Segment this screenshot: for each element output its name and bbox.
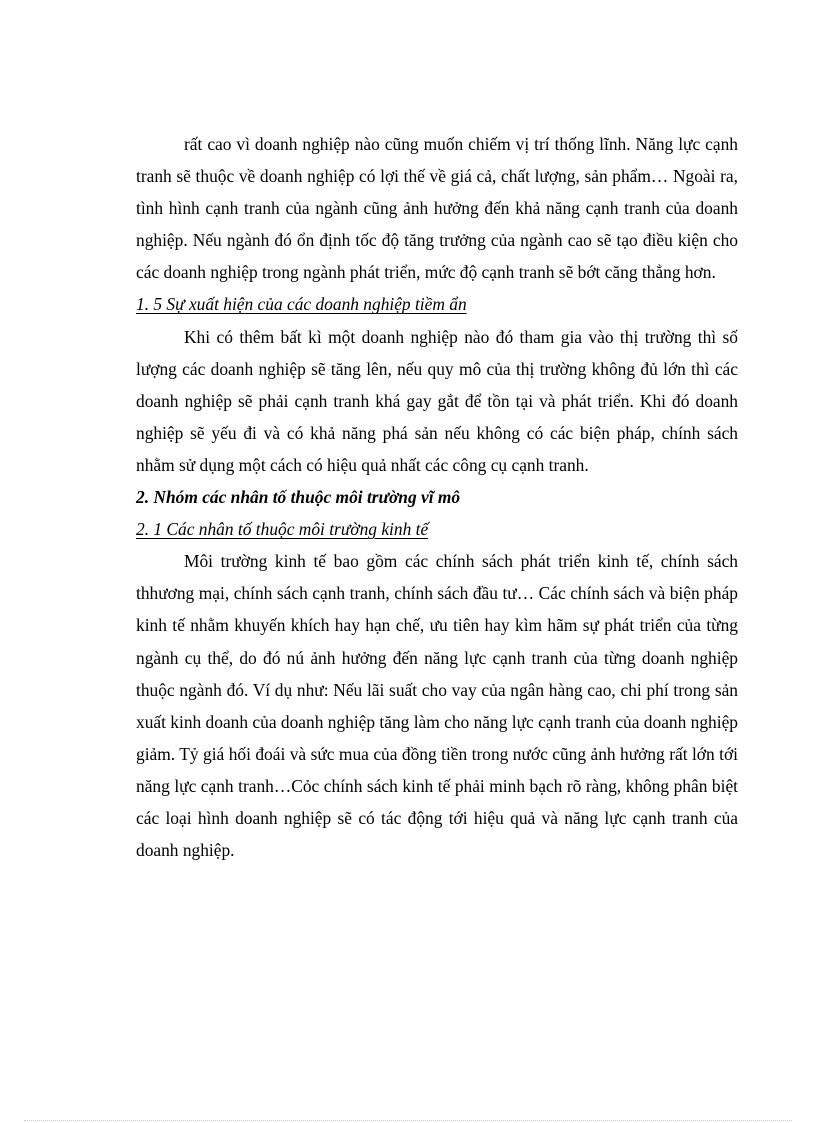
document-page xyxy=(136,128,738,866)
paragraph-1-5: Khi có thêm bất kì một doanh nghiệp nào đó tham gia vào thị trường thì số lượng các doanh nghiệp sẽ tăng lên, nếu quy mô của thị trường không đủ lớn thì các doanh nghiệp sẽ phải cạnh tranh khá gay gắt để tồn tại và phát triển. Khi đó doanh nghiệp sẽ yếu đi và có khả năng phá sản nếu không có các biện pháp, chính sách nhằm sử dụng một cách có hiệu quả nhất các công cụ cạnh tranh. xyxy=(136,326,738,475)
page-bottom-divider xyxy=(24,1120,792,1121)
heading-2: 2. Nhóm các nhân tố thuộc môi trường vĩ mô xyxy=(136,487,461,508)
paragraph-2-1: Môi trường kinh tế bao gồm các chính sách phát triển kinh tế, chính sách thhương mại, chính sách cạnh tranh, chính sách đầu tư… Các chính sách và biện pháp kinh tế nhằm khuyến khích hay hạn chế, ưu tiên hay kìm hãm sự phát triển của từng ngành cụ thể, do đó nú ảnh hưởng đến năng lực cạnh tranh của từng doanh nghiệp thuộc ngành đó. Ví dụ như: Nếu lãi suất cho vay của ngân hàng cao, chi phí trong sản xuất kinh doanh của doanh nghiệp tăng làm cho năng lực cạnh tranh của doanh nghiệp giảm. Tỷ giá hối đoái và sức mua của đồng tiền trong nước cũng ảnh hưởng rất lớn tới năng lực cạnh tranh…Cỏc chính sách kinh tế phải minh bạch rõ ràng, không phân biệt các loại hình doanh nghiệp sẽ có tác động tới hiệu quả và năng lực cạnh tranh của doanh nghiệp. xyxy=(136,551,738,861)
subheading-2-1: 2. 1 Các nhân tố thuộc môi trường kinh tế xyxy=(136,519,429,540)
subheading-1-5: 1. 5 Sự xuất hiện của các doanh nghiệp tiềm ẩn xyxy=(136,294,467,315)
paragraph-continuation: rất cao vì doanh nghiệp nào cũng muốn chiếm vị trí thống lĩnh. Năng lực cạnh tranh sẽ thuộc về doanh nghiệp có lợi thế về giá cả, chất lượng, sản phẩm… Ngoài ra, tình hình cạnh tranh của ngành cũng ảnh hưởng đến khả năng cạnh tranh của doanh nghiệp. Nếu ngành đó ổn định tốc độ tăng trưởng của ngành cao sẽ tạo điều kiện cho các doanh nghiệp trong ngành phát triển, mức độ cạnh tranh sẽ bớt căng thẳng hơn. xyxy=(136,134,738,283)
